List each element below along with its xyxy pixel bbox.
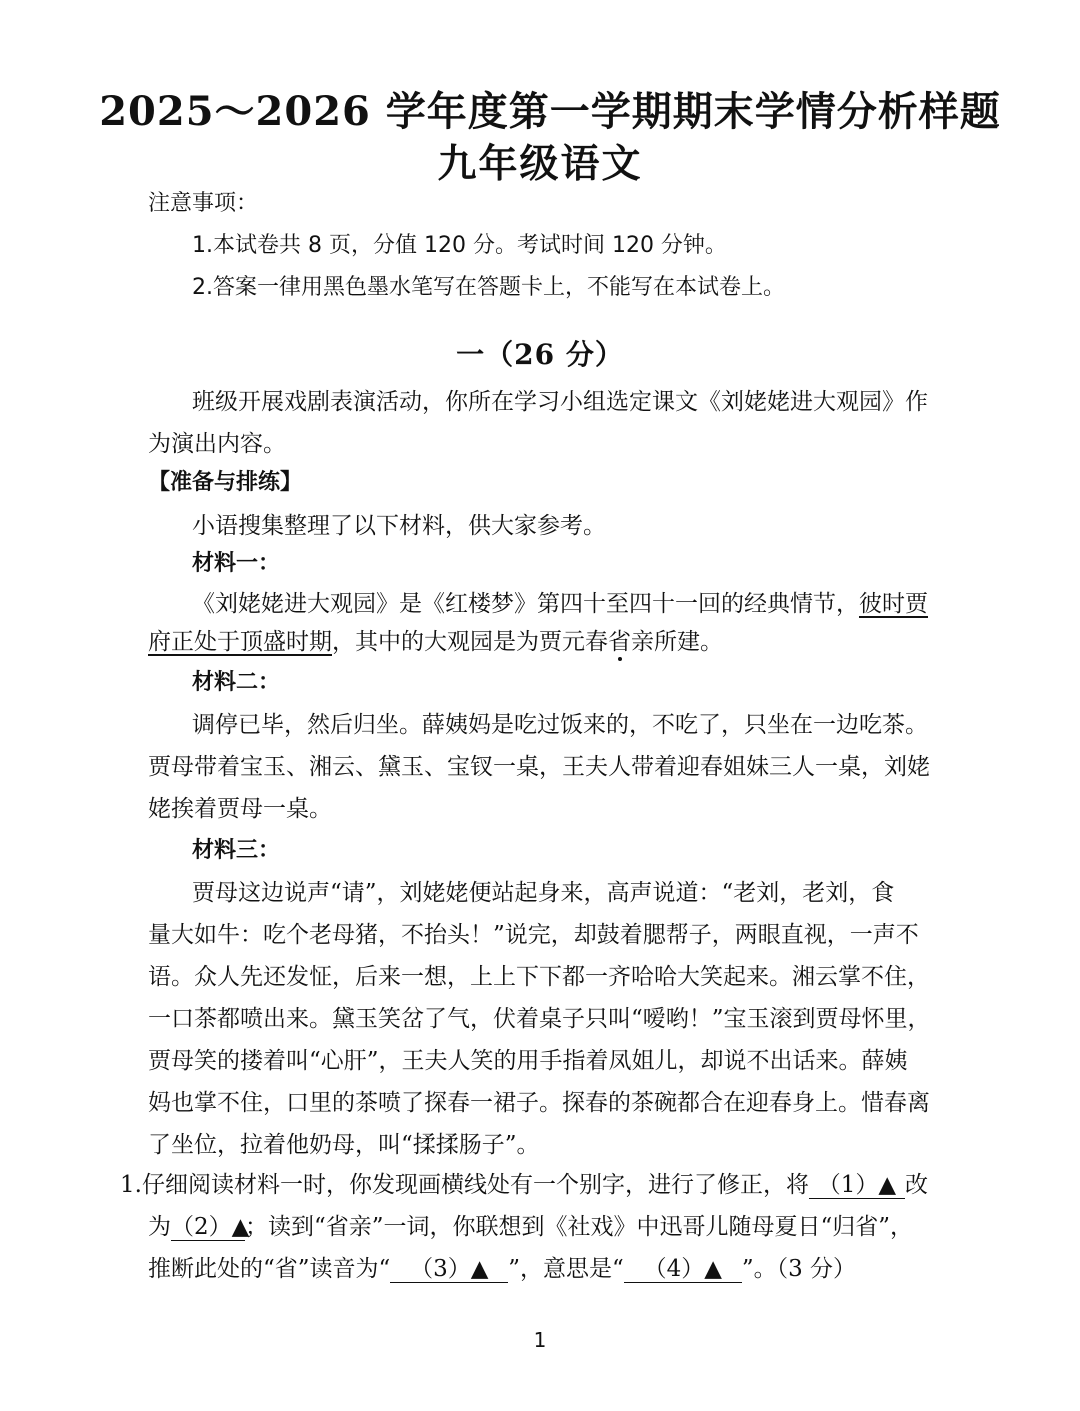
underlined-text: 府正处于顶盛时期 (148, 629, 332, 655)
answer-blank-2: （2）▲ (171, 1214, 250, 1240)
exam-subtitle: 九年级语文 (437, 141, 643, 187)
prep-line: 小语搜集整理了以下材料，供大家参考。 (192, 513, 606, 539)
notice-item-2: 2.答案一律用黑色墨水笔写在答题卡上，不能写在本试卷上。 (192, 275, 785, 300)
section-heading: 一（26 分） (456, 338, 624, 371)
answer-blank-1: （1）▲ (809, 1172, 905, 1199)
material1-line-1 (192, 585, 928, 618)
material3-line-2: 量大如牛：吃个老母猪，不抬头！”说完，却鼓着腮帮子，两眼直视，一声不 (148, 922, 919, 948)
material1-text: 亲所建。 (631, 629, 723, 655)
question-text: 仔细阅读材料一时，你发现画横线处有一个别字，进行了修正，将 (141, 1172, 809, 1198)
underlined-text: 彼时贾 (859, 591, 928, 617)
material3-line-1: 贾母这边说声“请”，刘姥姥便站起身来，高声说道：“老刘，老刘，食 (192, 880, 895, 906)
question1-line-1 (120, 1166, 928, 1199)
material3-line-5: 贾母笑的搂着叫“心肝”，王夫人笑的用手指着凤姐儿，却说不出话来。薛姨 (148, 1048, 908, 1074)
question-text: ”，意思是“ (508, 1256, 624, 1282)
material3-line-6: 妈也掌不住，口里的茶喷了探春一裙子。探春的茶碗都合在迎春身上。惜春离 (148, 1090, 930, 1116)
notice-item-1: 1.本试卷共 8 页，分值 120 分。考试时间 120 分钟。 (192, 233, 727, 258)
question1-line-3 (148, 1250, 856, 1283)
material2-line-1: 调停已毕，然后归坐。薛姨妈是吃过饭来的，不吃了，只坐在一边吃茶。 (192, 712, 928, 738)
notice-heading: 注意事项： (148, 191, 259, 216)
material3-line-4: 一口茶都喷出来。黛玉笑岔了气，伏着桌子只叫“嗳哟！”宝玉滚到贾母怀里， (148, 1006, 931, 1032)
material2-heading: 材料二： (192, 670, 281, 695)
answer-blank-3: （3）▲ (390, 1256, 508, 1283)
exam-title: 2025～2026 学年度第一学期期末学情分析样题 (99, 88, 1001, 135)
material1-text: ，其中的大观园是为贾元春 (332, 629, 608, 655)
emphasis-dot-char: 省 (608, 629, 631, 655)
material2-line-3: 姥挨着贾母一桌。 (148, 796, 332, 822)
intro-line-1: 班级开展戏剧表演活动，你所在学习小组选定课文《刘姥姥进大观园》作 (192, 389, 928, 415)
answer-blank-4: （4）▲ (624, 1256, 742, 1283)
material1-text: 《刘姥姥进大观园》是《红楼梦》第四十至四十一回的经典情节， (192, 591, 859, 617)
question-text: ”。（3 分） (741, 1256, 857, 1282)
material1-heading: 材料一： (192, 551, 281, 576)
question1-line-2 (148, 1208, 913, 1241)
intro-line-2: 为演出内容。 (148, 431, 286, 457)
material3-line-3: 语。众人先还发怔，后来一想，上上下下都一齐哈哈大笑起来。湘云掌不住， (148, 964, 930, 990)
page-number: 1 (533, 1328, 547, 1352)
material1-line-2 (148, 623, 723, 656)
material3-heading: 材料三： (192, 838, 281, 863)
question-text: ；读到“省亲”一词，你联想到《社戏》中迅哥儿随母夏日“归省”， (245, 1214, 914, 1240)
question-number: 1. (120, 1172, 142, 1198)
material2-line-2: 贾母带着宝玉、湘云、黛玉、宝钗一桌，王夫人带着迎春姐妹三人一桌，刘姥 (148, 754, 930, 780)
question-text: 为 (148, 1214, 171, 1240)
prep-heading: 【准备与排练】 (148, 470, 303, 495)
material3-line-7: 了坐位，拉着他奶母，叫“揉揉肠子”。 (148, 1132, 540, 1158)
question-text: 改 (904, 1172, 928, 1198)
question-text: 推断此处的“省”读音为“ (148, 1256, 391, 1282)
